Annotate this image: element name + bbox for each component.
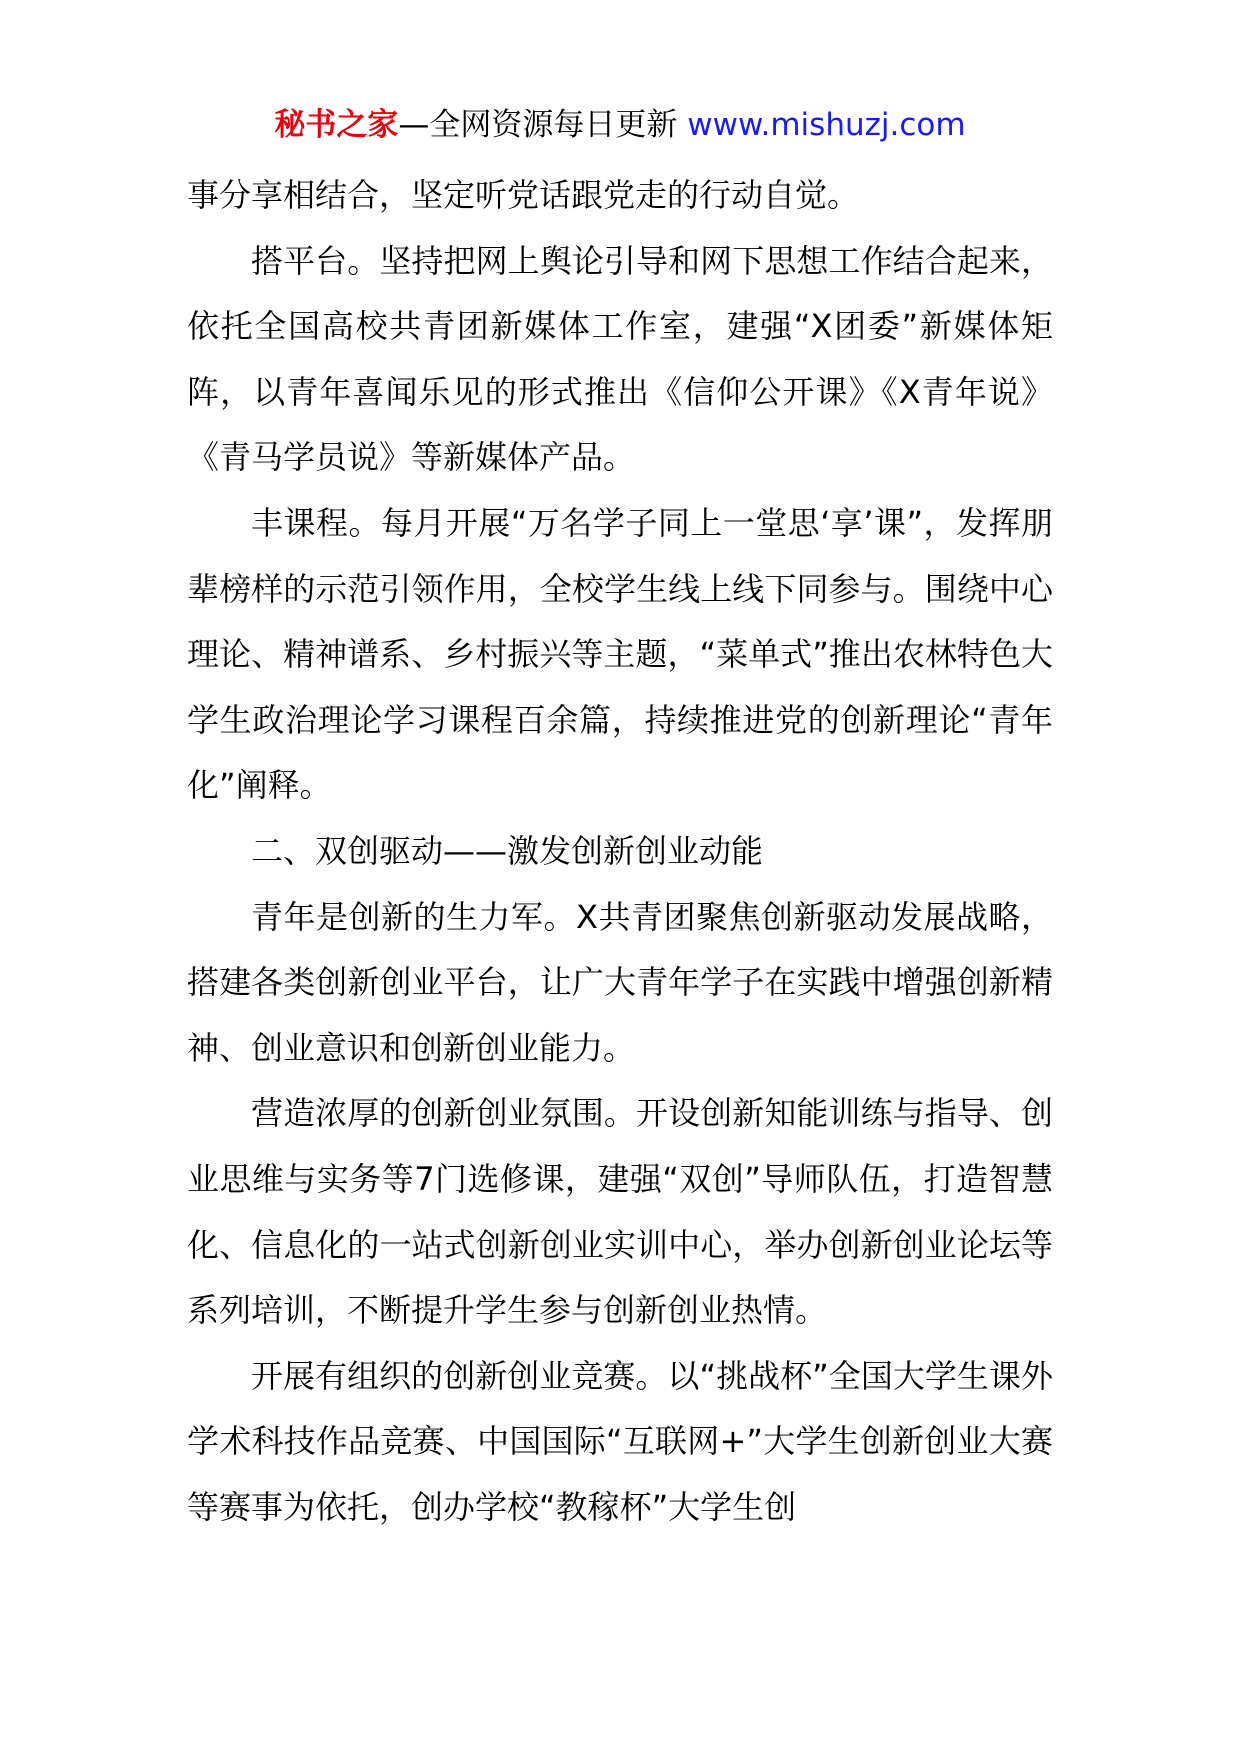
section-heading: 二、双创驱动——激发创新创业动能 [251, 831, 764, 870]
header-tagline: —全网资源每日更新 [398, 107, 678, 143]
header-brand: 秘书之家 [274, 107, 399, 143]
paragraph: 丰课程。每月开展“万名学子同上一堂思‘享’课”，发挥朋辈榜样的示范引领作用，全校学生线上线下同参与。围绕中心理论、精神谱系、乡村振兴等主题，“菜单式”推出农林特色大学生政治理论学习课程百余篇，持续推进党的创新理论“青年化”阐释。 [187, 503, 1053, 805]
document-body [187, 163, 1053, 1540]
paragraph: 开展有组织的创新创业竞赛。以“挑战杯”全国大学生课外学术科技作品竞赛、中国国际“互联网+”大学生创新创业大赛等赛事为依托，创办学校“教稼杯”大学生创 [187, 1356, 1053, 1526]
page-header [0, 100, 1240, 150]
paragraph: 营造浓厚的创新创业氛围。开设创新知能训练与指导、创业思维与实务等7门选修课，建强“双创”导师队伍，打造智慧化、信息化的一站式创新创业实训中心，举办创新创业论坛等系列培训，不断提升学生参与创新创业热情。 [187, 1094, 1053, 1330]
paragraph-continuation: 事分享相结合，坚定听党话跟党走的行动自觉。 [187, 176, 860, 214]
paragraph: 搭平台。坚持把网上舆论引导和网下思想工作结合起来，依托全国高校共青团新媒体工作室，建强“X团委”新媒体矩阵，以青年喜闻乐见的形式推出《信仰公开课》《X青年说》《青马学员说》等新媒体产品。 [187, 241, 1053, 477]
paragraph: 青年是创新的生力军。X共青团聚焦创新驱动发展战略，搭建各类创新创业平台，让广大青年学子在实践中增强创新精神、创业意识和创新创业能力。 [187, 897, 1053, 1067]
header-url-link[interactable]: www.mishuzj.com [687, 107, 966, 143]
